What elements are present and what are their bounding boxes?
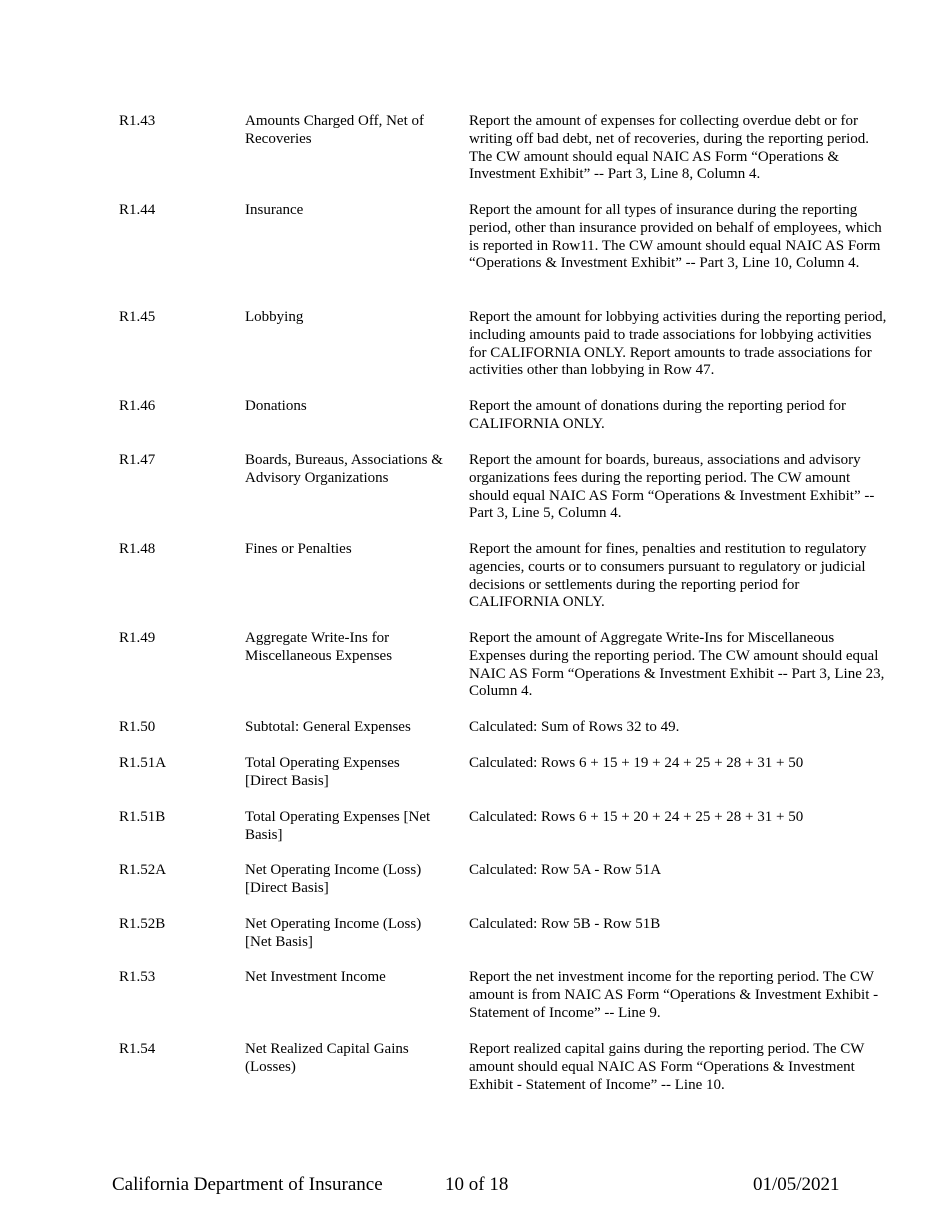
row-code: R1.52A (119, 862, 167, 878)
row-label: Net Operating Income (Loss) [Net Basis] (245, 916, 422, 950)
footer-organization: California Department of Insurance (112, 1174, 383, 1195)
row-label: Total Operating Expenses [Net Basis] (245, 809, 431, 843)
row-label: Net Realized Capital Gains (Losses) (245, 1041, 409, 1075)
row-description: Report the amount for boards, bureaus, associations and advisory organizations fees during the reporting period. The CW amount should equal NAIC AS Form “Operations & Investment Exhibit” -- Part 3, Line 5, Column 4. (469, 452, 875, 522)
row-code: R1.43 (119, 113, 156, 129)
row-label: Total Operating Expenses [Direct Basis] (245, 755, 400, 789)
row-label: Aggregate Write-Ins for Miscellaneous Expenses (245, 630, 393, 664)
row-label: Insurance (245, 202, 304, 218)
row-description: Calculated: Row 5A - Row 51A (469, 862, 662, 878)
footer-page-number: 10 of 18 (445, 1174, 509, 1195)
row-code: R1.46 (119, 398, 156, 414)
row-description: Report the amount of expenses for collecting overdue debt or for writing off bad debt, net of recoveries, during the reporting period. The CW amount should equal NAIC AS Form “Operations & Investment Exhibit” -- Part 3, Line 8, Column 4. (469, 113, 870, 183)
row-label: Lobbying (245, 309, 304, 325)
row-description: Report the amount for lobbying activities during the reporting period, including amounts paid to trade associations for lobbying activities for CALIFORNIA ONLY. Report amounts to trade associations for activities other than lobbying in Row 47. (469, 309, 887, 379)
row-description: Report realized capital gains during the reporting period. The CW amount should equal NAIC AS Form “Operations & Investment Exhibit - Statement of Income” -- Line 10. (469, 1041, 865, 1093)
row-code: R1.51A (119, 755, 167, 771)
row-code: R1.47 (119, 452, 156, 468)
row-code: R1.44 (119, 202, 156, 218)
row-code: R1.50 (119, 719, 156, 735)
row-description: Report the amount for fines, penalties and restitution to regulatory agencies, courts or to consumers pursuant to regulatory or judicial decisions or settlements during the reporting period for CALIFORNIA ONLY. (469, 541, 867, 611)
row-code: R1.53 (119, 969, 156, 985)
footer-date: 01/05/2021 (753, 1174, 840, 1195)
row-description: Report the amount of donations during the reporting period for CALIFORNIA ONLY. (469, 398, 846, 432)
row-description: Calculated: Rows 6 + 15 + 20 + 24 + 25 + 28 + 31 + 50 (469, 809, 804, 825)
row-code: R1.45 (119, 309, 156, 325)
row-description: Calculated: Rows 6 + 15 + 19 + 24 + 25 + 28 + 31 + 50 (469, 755, 804, 771)
row-description: Report the net investment income for the reporting period. The CW amount is from NAIC AS Form “Operations & Investment Exhibit - Statement of Income” -- Line 9. (469, 969, 879, 1021)
row-label: Subtotal: General Expenses (245, 719, 411, 735)
row-label: Net Investment Income (245, 969, 386, 985)
row-code: R1.52B (119, 916, 166, 932)
row-description: Report the amount for all types of insurance during the reporting period, other than insurance provided on behalf of employees, which is reported in Row11. The CW amount should equal NAIC AS Form “Operations & Investment Exhibit” -- Part 3, Line 10, Column 4. (469, 202, 882, 272)
row-description: Calculated: Row 5B - Row 51B (469, 916, 661, 932)
row-label: Amounts Charged Off, Net of Recoveries (245, 113, 425, 147)
row-label: Boards, Bureaus, Associations & Advisory Organizations (245, 452, 443, 486)
row-description: Report the amount of Aggregate Write-Ins for Miscellaneous Expenses during the reporting period. The CW amount should equal NAIC AS Form “Operations & Investment Exhibit -- Part 3, Line 23, Column 4. (469, 630, 885, 700)
row-code: R1.51B (119, 809, 166, 825)
row-code: R1.49 (119, 630, 156, 646)
row-description: Calculated: Sum of Rows 32 to 49. (469, 719, 680, 735)
row-label: Net Operating Income (Loss) [Direct Basis] (245, 862, 422, 896)
row-code: R1.48 (119, 541, 156, 557)
row-label: Fines or Penalties (245, 541, 352, 557)
row-label: Donations (245, 398, 307, 414)
row-code: R1.54 (119, 1041, 156, 1057)
